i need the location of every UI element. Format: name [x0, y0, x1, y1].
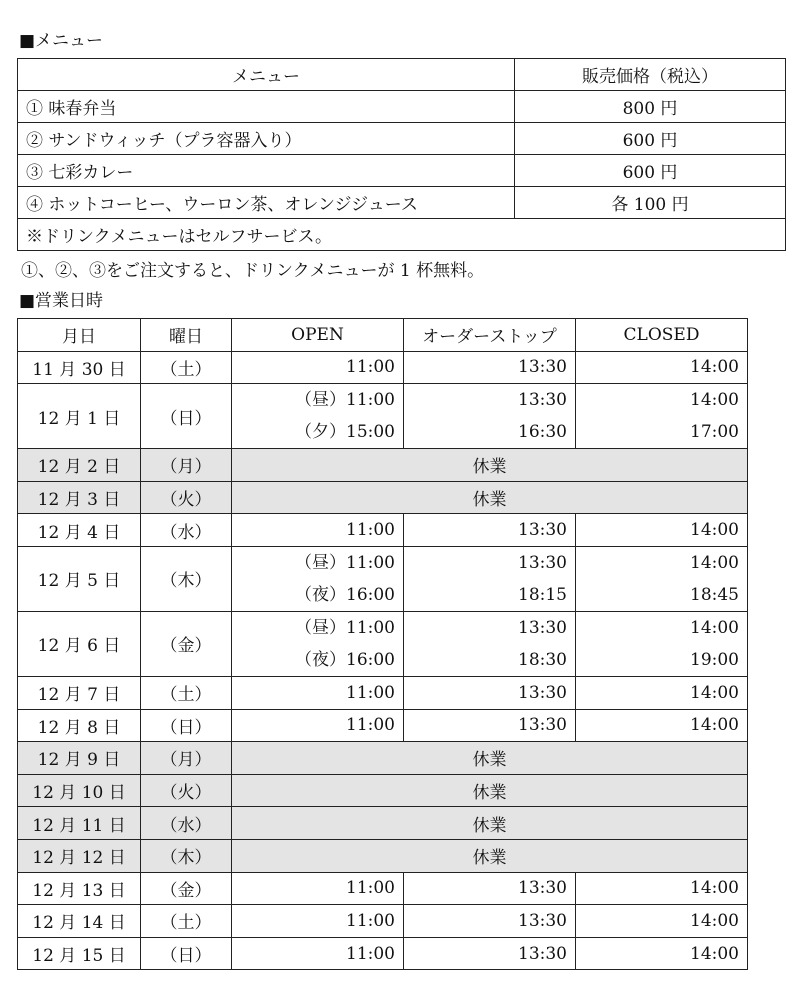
date-cell: 12 月 6 日 [18, 611, 141, 676]
closed-column-header: CLOSED [576, 319, 748, 352]
hours-row [18, 937, 748, 970]
order-stop-cell-first: 13:30 [518, 552, 567, 573]
close-time-cell: 14:00 [576, 872, 748, 905]
open-time-cell: 11:00 [232, 905, 404, 938]
order-stop-cell: 13:30 [404, 905, 576, 938]
open-time-cell: 11:00 [232, 709, 404, 742]
close-time-cell: 14:00 [576, 514, 748, 547]
menu-row [18, 187, 786, 219]
date-column-header: 月日 [18, 319, 141, 352]
date-cell: 12 月 4 日 [18, 514, 141, 547]
menu-header-row [18, 59, 786, 91]
hours-header-row [18, 319, 748, 352]
weekday-cell: （土） [141, 351, 232, 384]
date-cell: 12 月 5 日 [18, 546, 141, 611]
weekday-cell: （木） [141, 546, 232, 611]
menu-item: ① 味春弁当 [18, 91, 515, 123]
order-stop-cell: 13:30 [404, 872, 576, 905]
open-time-cell-second: （夜）16:00 [295, 584, 395, 605]
weekday-cell: （土） [141, 676, 232, 709]
holiday-cell: 休業 [232, 774, 748, 807]
holiday-cell: 休業 [232, 449, 748, 482]
close-time-cell-second: 18:45 [690, 584, 739, 605]
open-time-cell: 11:00 [232, 351, 404, 384]
business-hours-table [17, 318, 748, 970]
hours-row [18, 774, 748, 807]
close-time-cell-first: 14:00 [690, 617, 739, 638]
order-stop-cell [404, 611, 576, 676]
open-time-cell: 11:00 [232, 514, 404, 547]
order-stop-cell: 13:30 [404, 676, 576, 709]
hours-body [18, 351, 748, 970]
date-cell: 11 月 30 日 [18, 351, 141, 384]
close-time-cell [576, 611, 748, 676]
hours-row [18, 384, 748, 449]
hours-row [18, 676, 748, 709]
open-time-cell: 11:00 [232, 676, 404, 709]
close-time-cell-second: 19:00 [690, 649, 739, 670]
free-drink-note: ①、②、③をご注文すると、ドリンクメニューが 1 杯無料。 [21, 261, 485, 281]
menu-item: ③ 七彩カレー [18, 155, 515, 187]
menu-table [17, 58, 786, 251]
weekday-cell: （火） [141, 774, 232, 807]
close-time-cell-first: 14:00 [690, 390, 739, 411]
close-time-cell: 14:00 [576, 351, 748, 384]
weekday-cell: （火） [141, 481, 232, 514]
hours-row [18, 481, 748, 514]
order-stop-cell: 13:30 [404, 937, 576, 970]
order-stop-cell-second: 18:15 [518, 584, 567, 605]
order-stop-column-header: オーダーストップ [404, 319, 576, 352]
date-cell: 12 月 3 日 [18, 481, 141, 514]
open-time-cell [232, 546, 404, 611]
weekday-cell: （日） [141, 709, 232, 742]
order-stop-cell: 13:30 [404, 709, 576, 742]
date-cell: 12 月 12 日 [18, 839, 141, 872]
weekday-cell: （金） [141, 872, 232, 905]
order-stop-cell [404, 384, 576, 449]
weekday-cell: （水） [141, 807, 232, 840]
hours-row [18, 546, 748, 611]
weekday-cell: （月） [141, 449, 232, 482]
hours-row [18, 807, 748, 840]
close-time-cell-second: 17:00 [690, 422, 739, 443]
hours-heading: ■営業日時 [19, 291, 104, 311]
open-time-cell-second: （夜）16:00 [295, 649, 395, 670]
menu-row [18, 91, 786, 123]
order-stop-cell-first: 13:30 [518, 617, 567, 638]
open-time-cell-second: （夕）15:00 [295, 422, 395, 443]
hours-row [18, 449, 748, 482]
date-cell: 12 月 14 日 [18, 905, 141, 938]
self-service-note: ※ドリンクメニューはセルフサービス。 [18, 219, 786, 251]
weekday-cell: （日） [141, 937, 232, 970]
open-time-cell: 11:00 [232, 872, 404, 905]
open-time-cell [232, 611, 404, 676]
hours-row [18, 611, 748, 676]
order-stop-cell-second: 16:30 [518, 422, 567, 443]
menu-row [18, 155, 786, 187]
menu-item: ② サンドウィッチ（プラ容器入り） [18, 123, 515, 155]
holiday-cell: 休業 [232, 839, 748, 872]
order-stop-cell [404, 546, 576, 611]
menu-heading: ■メニュー [19, 31, 104, 51]
open-time-cell-first: （昼）11:00 [295, 552, 395, 573]
hours-row [18, 905, 748, 938]
menu-item: ④ ホットコーヒー、ウーロン茶、オレンジジュース [18, 187, 515, 219]
date-cell: 12 月 2 日 [18, 449, 141, 482]
price-column-header: 販売価格（税込） [515, 59, 786, 91]
close-time-cell-first: 14:00 [690, 552, 739, 573]
weekday-cell: （月） [141, 742, 232, 775]
menu-price: 600 円 [515, 123, 786, 155]
weekday-cell: （木） [141, 839, 232, 872]
holiday-cell: 休業 [232, 481, 748, 514]
open-time-cell: 11:00 [232, 937, 404, 970]
hours-row [18, 514, 748, 547]
menu-footer-row [18, 219, 786, 251]
close-time-cell: 14:00 [576, 676, 748, 709]
date-cell: 12 月 10 日 [18, 774, 141, 807]
order-stop-cell-second: 18:30 [518, 649, 567, 670]
order-stop-cell: 13:30 [404, 514, 576, 547]
close-time-cell: 14:00 [576, 709, 748, 742]
holiday-cell: 休業 [232, 807, 748, 840]
menu-row [18, 123, 786, 155]
open-time-cell-first: （昼）11:00 [295, 617, 395, 638]
menu-column-header: メニュー [18, 59, 515, 91]
order-stop-cell: 13:30 [404, 351, 576, 384]
hours-row [18, 872, 748, 905]
weekday-cell: （水） [141, 514, 232, 547]
date-cell: 12 月 7 日 [18, 676, 141, 709]
menu-price: 800 円 [515, 91, 786, 123]
close-time-cell [576, 384, 748, 449]
menu-price: 各 100 円 [515, 187, 786, 219]
open-time-cell-first: （昼）11:00 [295, 390, 395, 411]
date-cell: 12 月 13 日 [18, 872, 141, 905]
hours-row [18, 742, 748, 775]
close-time-cell [576, 546, 748, 611]
hours-row [18, 709, 748, 742]
date-cell: 12 月 9 日 [18, 742, 141, 775]
hours-row [18, 351, 748, 384]
open-column-header: OPEN [232, 319, 404, 352]
date-cell: 12 月 1 日 [18, 384, 141, 449]
order-stop-cell-first: 13:30 [518, 390, 567, 411]
open-time-cell [232, 384, 404, 449]
weekday-cell: （土） [141, 905, 232, 938]
menu-price: 600 円 [515, 155, 786, 187]
weekday-cell: （日） [141, 384, 232, 449]
date-cell: 12 月 8 日 [18, 709, 141, 742]
weekday-cell: （金） [141, 611, 232, 676]
date-cell: 12 月 15 日 [18, 937, 141, 970]
close-time-cell: 14:00 [576, 905, 748, 938]
weekday-column-header: 曜日 [141, 319, 232, 352]
date-cell: 12 月 11 日 [18, 807, 141, 840]
hours-row [18, 839, 748, 872]
close-time-cell: 14:00 [576, 937, 748, 970]
holiday-cell: 休業 [232, 742, 748, 775]
